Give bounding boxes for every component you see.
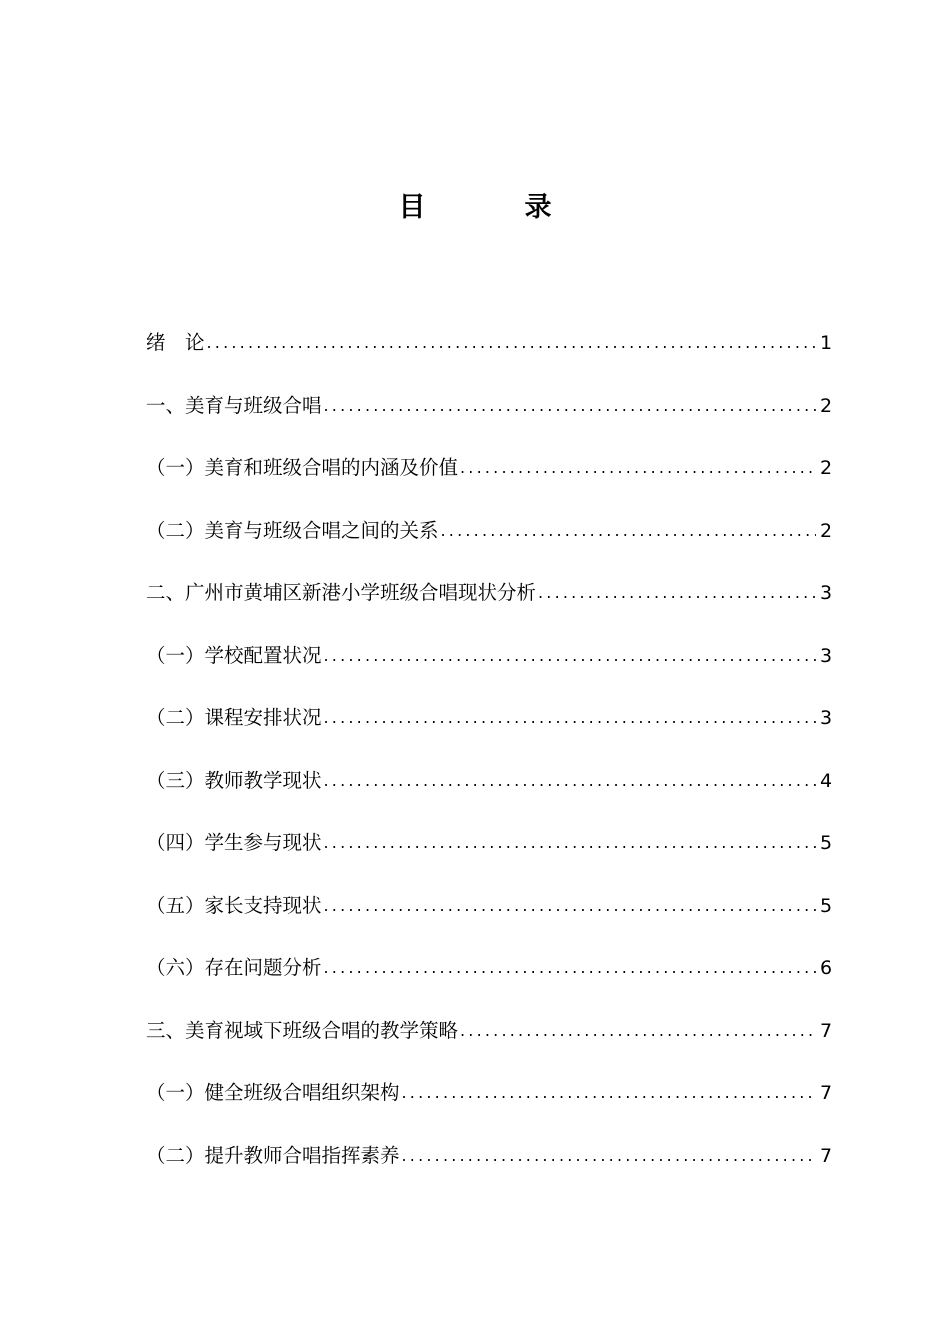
toc-leader-dots (207, 330, 816, 356)
toc-entry[interactable] (146, 574, 832, 608)
toc-entry[interactable] (146, 1137, 832, 1171)
toc-entry-page: 7 (820, 1082, 833, 1104)
toc-entry-label: 绪 论 (146, 331, 205, 354)
toc-entry-page: 6 (820, 957, 833, 979)
toc-entry[interactable] (146, 949, 832, 983)
toc-entry-label: （五）家长支持现状 (146, 893, 322, 917)
toc-leader-dots (324, 705, 816, 731)
toc-entry-page: 3 (820, 707, 833, 729)
toc-entry-label: （一）美育和班级合唱的内涵及价值 (146, 456, 459, 479)
toc-entry[interactable] (146, 1012, 832, 1046)
toc-entry-label: （三）教师教学现状 (146, 768, 322, 792)
toc-entry-label: （四）学生参与现状 (146, 831, 322, 854)
toc-leader-dots (324, 893, 816, 919)
toc-leader-dots (402, 1143, 816, 1169)
toc-entry[interactable] (146, 699, 832, 733)
toc-entry-label: （二）提升教师合唱指挥素养 (146, 1143, 400, 1167)
toc-entry[interactable] (146, 637, 832, 671)
page-title: 目 录 (398, 192, 588, 223)
table-of-contents (146, 324, 832, 1199)
toc-entry[interactable] (146, 387, 832, 421)
toc-entry-label: 三、美育视域下班级合唱的教学策略 (146, 1018, 459, 1042)
toc-entry-page: 1 (820, 332, 833, 354)
toc-leader-dots (441, 518, 816, 544)
toc-leader-dots (324, 768, 816, 794)
toc-entry-page: 5 (820, 832, 833, 854)
toc-entry-page: 3 (820, 644, 833, 667)
toc-entry-label: （一）健全班级合唱组织架构 (146, 1081, 400, 1104)
toc-entry-label: （一）学校配置状况 (146, 643, 322, 667)
toc-entry-label: （六）存在问题分析 (146, 956, 322, 979)
toc-entry-label: 一、美育与班级合唱 (146, 393, 322, 417)
toc-entry-page: 2 (820, 457, 833, 479)
toc-entry[interactable] (146, 324, 832, 358)
toc-leader-dots (460, 1018, 816, 1044)
toc-leader-dots (402, 1080, 816, 1106)
toc-leader-dots (324, 830, 816, 856)
toc-entry-page: 4 (820, 769, 833, 792)
toc-leader-dots (324, 643, 816, 669)
toc-entry-label: （二）课程安排状况 (146, 706, 322, 729)
toc-entry-page: 2 (820, 394, 833, 417)
toc-leader-dots (538, 580, 816, 606)
toc-leader-dots (460, 455, 816, 481)
toc-entry[interactable] (146, 824, 832, 858)
toc-leader-dots (324, 955, 816, 981)
toc-entry-page: 7 (820, 1144, 833, 1167)
toc-entry-page: 2 (820, 519, 833, 542)
toc-entry-label: 二、广州市黄埔区新港小学班级合唱现状分析 (146, 581, 537, 604)
toc-leader-dots (324, 393, 816, 419)
toc-entry[interactable] (146, 1074, 832, 1108)
toc-entry[interactable] (146, 512, 832, 546)
toc-entry-page: 7 (820, 1019, 833, 1042)
toc-entry-page: 5 (820, 894, 833, 917)
toc-entry[interactable] (146, 887, 832, 921)
toc-entry[interactable] (146, 762, 832, 796)
toc-entry[interactable] (146, 449, 832, 483)
toc-entry-page: 3 (820, 582, 833, 604)
toc-entry-label: （二）美育与班级合唱之间的关系 (146, 518, 439, 542)
